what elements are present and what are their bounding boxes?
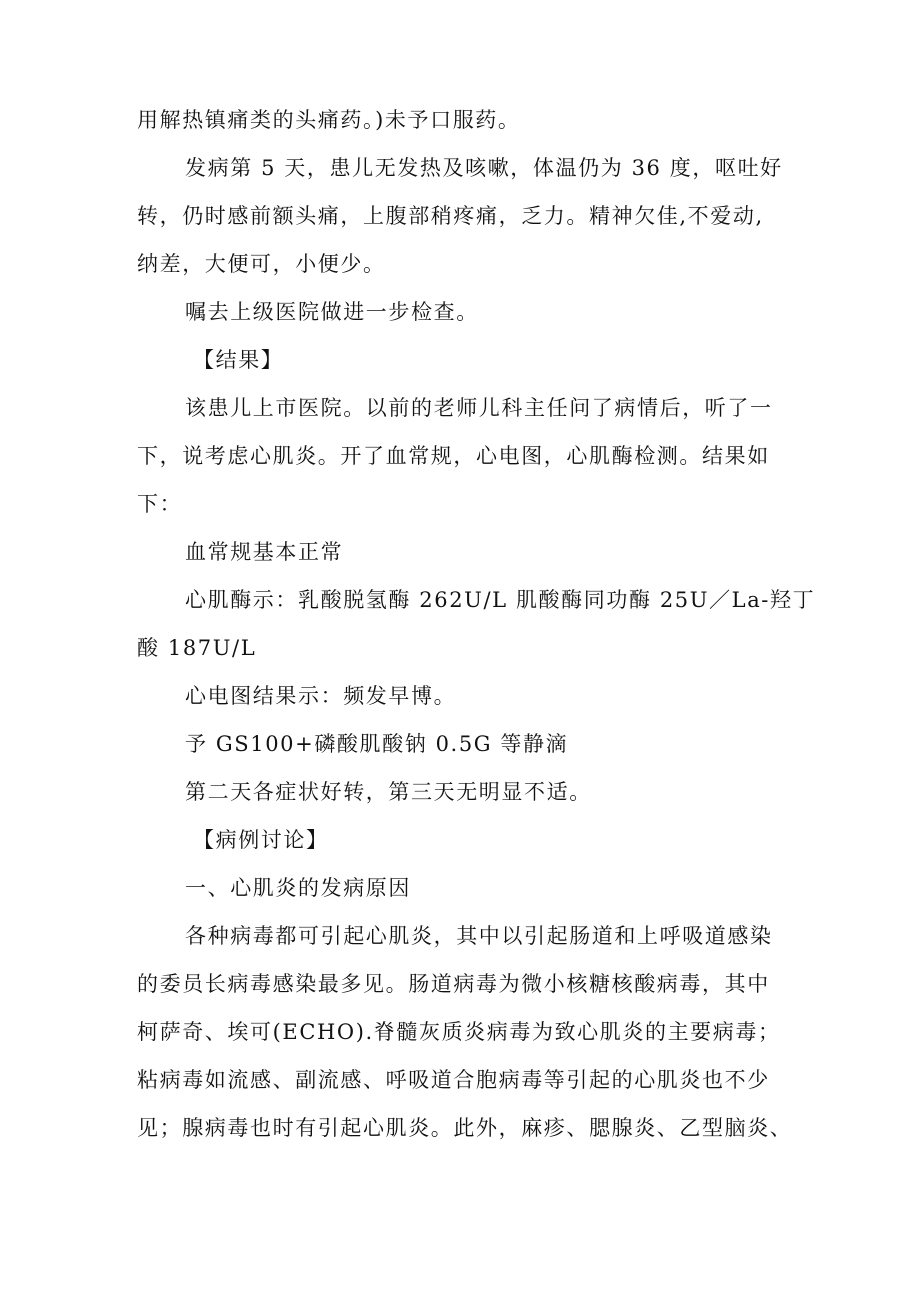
text-line: 该患儿上市医院。以前的老师儿科主任问了病情后，听了一 xyxy=(185,396,773,420)
paragraph-continued-medication xyxy=(137,96,789,144)
text-line: 发病第 5 天，患儿无发热及咳嗽，体温仍为 36 度，呕吐好 xyxy=(185,156,783,180)
paragraph-treatment xyxy=(137,720,789,768)
text-line: 粘病毒如流感、副流感、呼吸道合胞病毒等引起的心肌炎也不少 xyxy=(137,1068,770,1092)
text-line: 血常规基本正常 xyxy=(185,540,344,564)
text-line: 纳差，大便可，小便少。 xyxy=(137,252,386,276)
paragraph-day-five-symptoms xyxy=(137,144,789,288)
paragraph-referral xyxy=(137,288,789,336)
text-line: 柯萨奇、埃可(ECHO).脊髓灰质炎病毒为致心肌炎的主要病毒； xyxy=(137,1020,781,1044)
section-heading-results xyxy=(137,336,789,384)
paragraph-blood-routine xyxy=(137,528,789,576)
paragraph-virus-causes xyxy=(137,912,793,1152)
text-line: 见；腺病毒也时有引起心肌炎。此外，麻疹、腮腺炎、乙型脑炎、 xyxy=(137,1116,793,1140)
paragraph-hospital-visit xyxy=(137,384,789,528)
text-line: 嘱去上级医院做进一步检查。 xyxy=(185,300,479,324)
subheading-text: 一、心肌炎的发病原因 xyxy=(185,876,411,900)
text-line: 各种病毒都可引起心肌炎，其中以引起肠道和上呼吸道感染 xyxy=(185,924,773,948)
document-body xyxy=(137,96,816,1152)
heading-text: 【结果】 xyxy=(193,348,284,372)
text-line: 心肌酶示：乳酸脱氢酶 262U/L 肌酸酶同功酶 25U／La-羟丁 xyxy=(185,588,816,612)
paragraph-ecg-result xyxy=(137,672,789,720)
text-line: 转，仍时感前额头痛，上腹部稍疼痛，乏力。精神欠佳,不爱动, xyxy=(137,204,764,228)
text-line: 第二天各症状好转，第三天无明显不适。 xyxy=(185,780,592,804)
text-line: 下： xyxy=(137,492,183,516)
section-heading-case-discussion xyxy=(137,816,789,864)
text-line: 心电图结果示：频发早博。 xyxy=(185,684,457,708)
subheading-causes xyxy=(137,864,789,912)
text-line: 予 GS100+磷酸肌酸钠 0.5G 等静滴 xyxy=(185,732,569,756)
paragraph-recovery xyxy=(137,768,789,816)
paragraph-myocardial-enzymes xyxy=(137,576,816,672)
text-line: 下，说考虑心肌炎。开了血常规，心电图，心肌酶检测。结果如 xyxy=(137,444,770,468)
text-line: 酸 187U/L xyxy=(137,636,257,660)
heading-text: 【病例讨论】 xyxy=(193,828,329,852)
text-line: 用解热镇痛类的头痛药。)未予口服药。 xyxy=(137,108,521,132)
text-line: 的委员长病毒感染最多见。肠道病毒为微小核糖核酸病毒，其中 xyxy=(137,972,770,996)
